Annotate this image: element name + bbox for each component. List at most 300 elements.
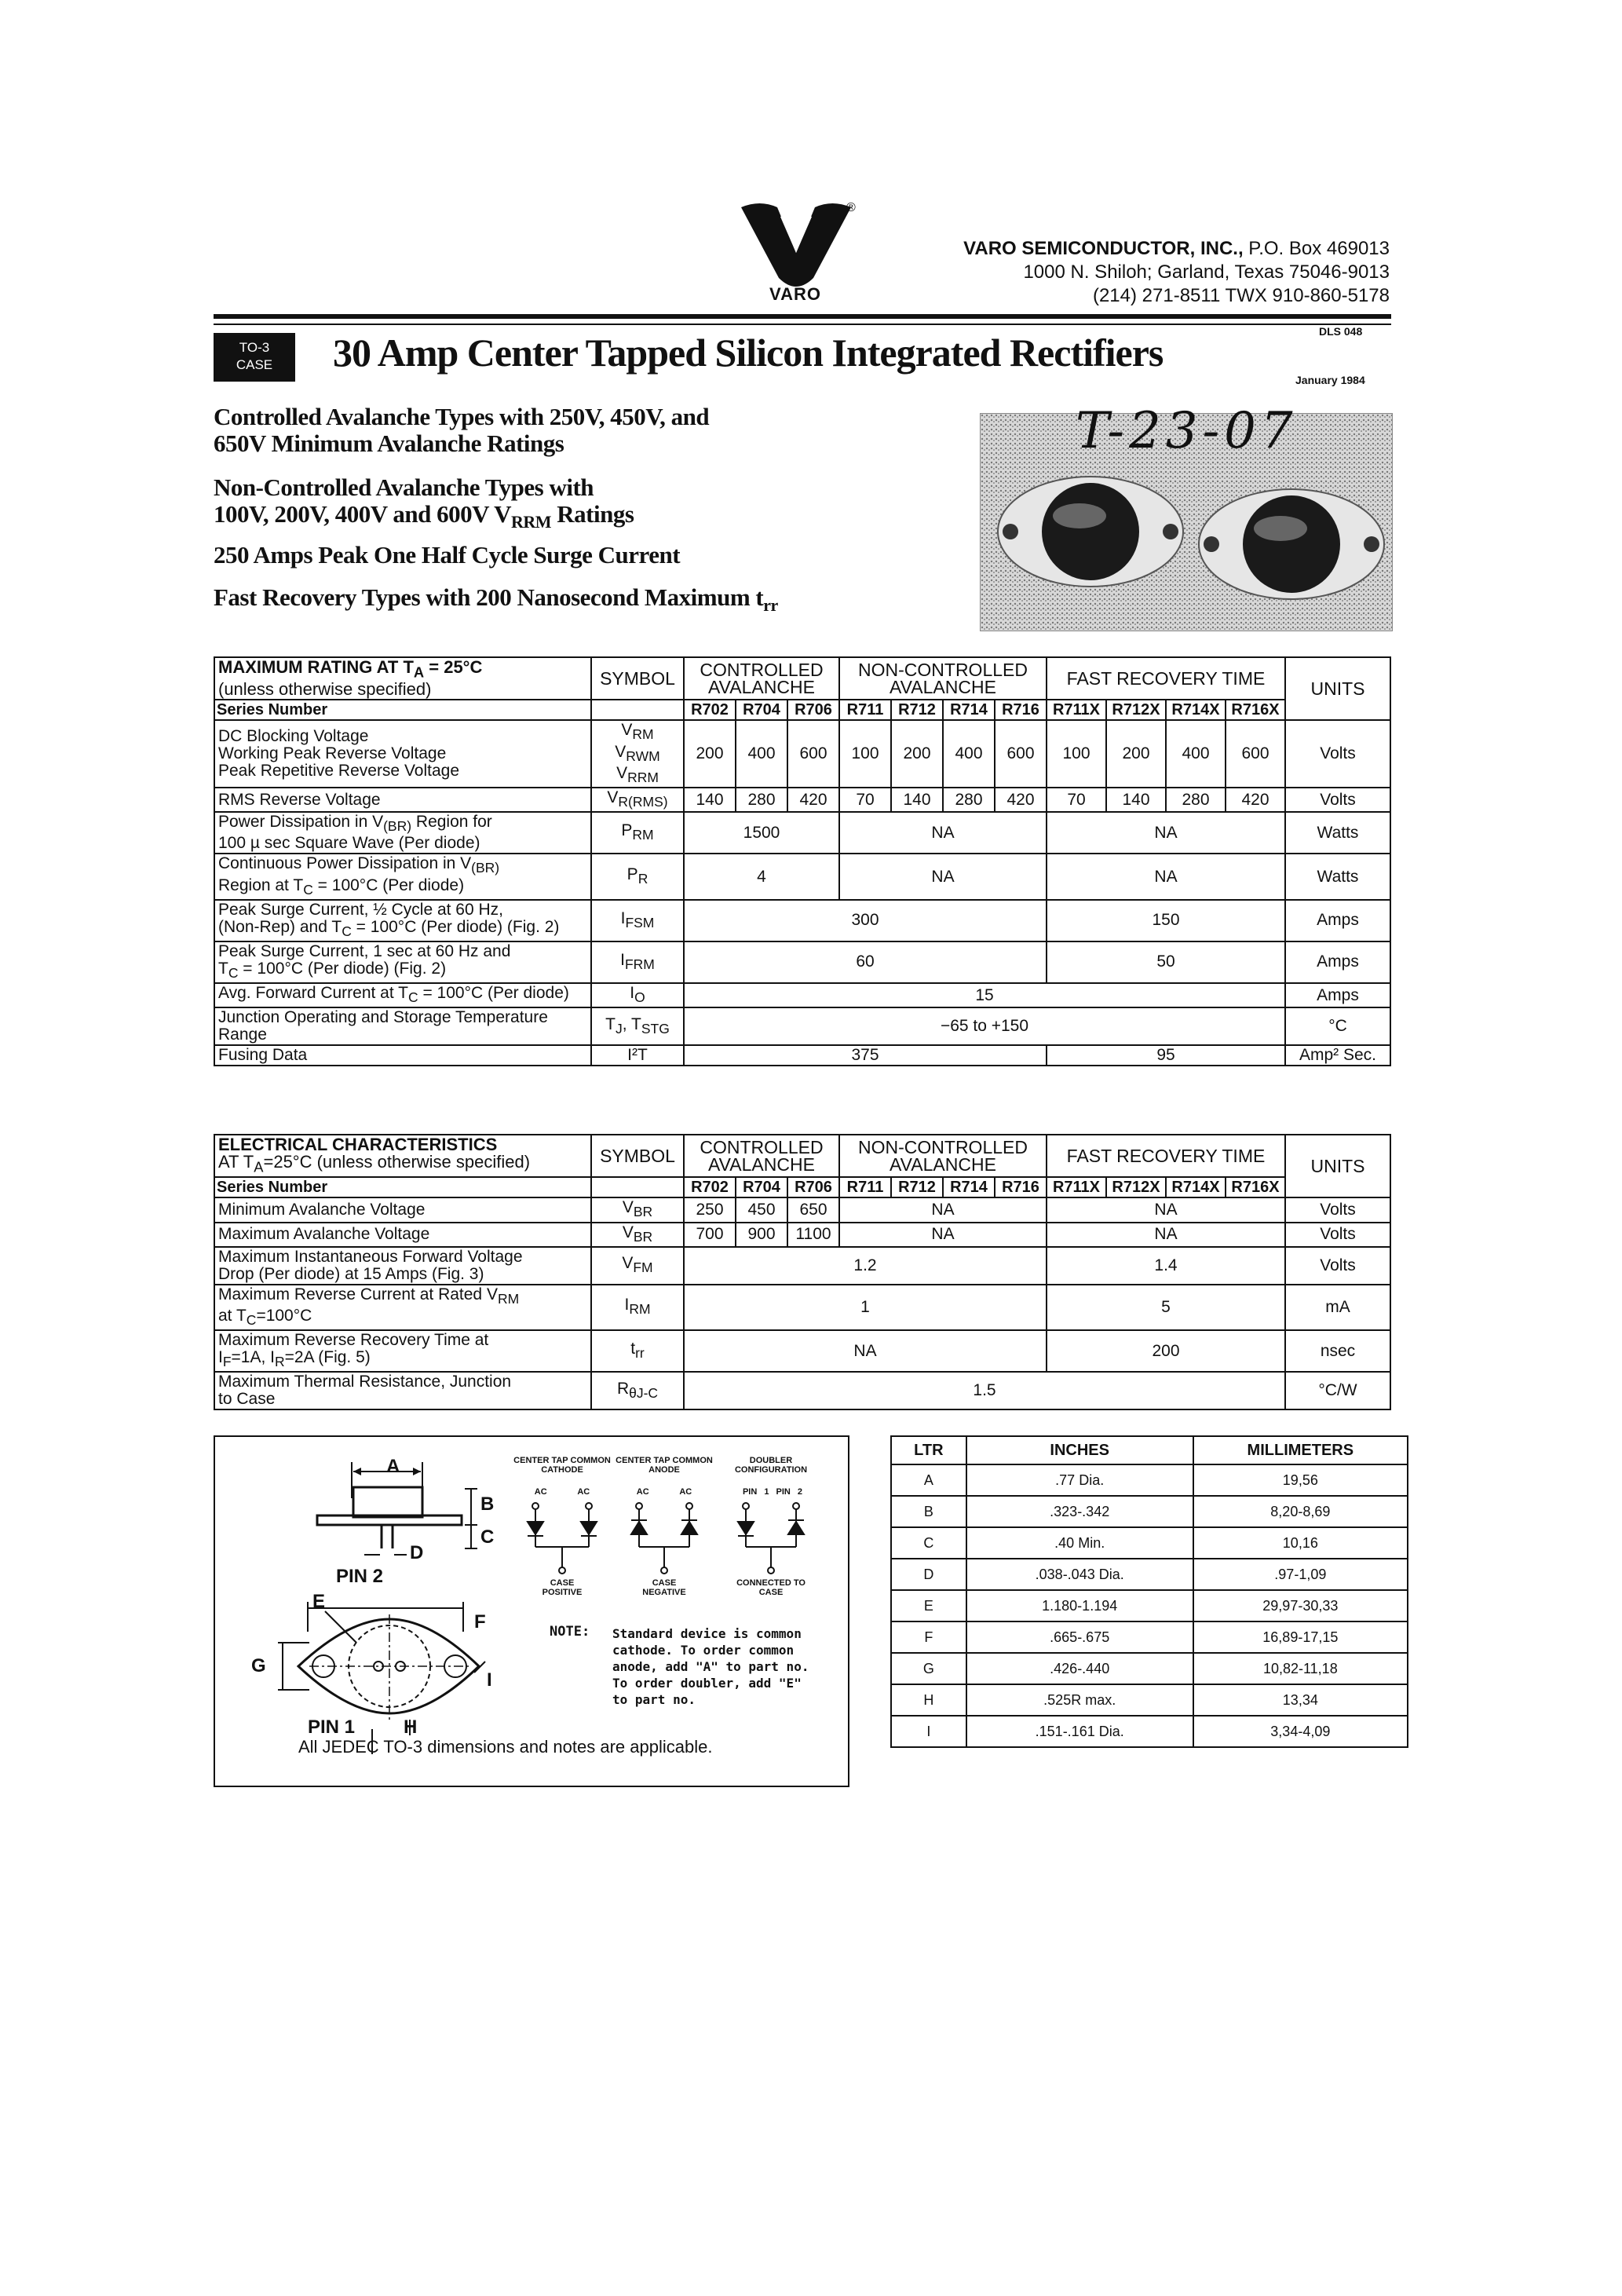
value-cell: 15 <box>684 983 1285 1007</box>
param-text: =1A, I <box>231 1348 275 1367</box>
subscript: RM <box>632 726 654 743</box>
symbol-cell <box>591 1372 684 1409</box>
param-cell <box>214 1285 591 1330</box>
param-text: I <box>218 1348 223 1367</box>
config-common-cathode-title: CENTER TAP COMMON CATHODE <box>513 1456 611 1475</box>
logo-wordmark: VARO <box>769 284 821 304</box>
series-cell: R714X <box>1166 700 1226 720</box>
param-cell <box>214 983 591 1007</box>
series-cell: R716 <box>995 700 1047 720</box>
table-row <box>891 1716 1408 1747</box>
config-connected-to-case: CONNECTED TO CASE <box>736 1578 806 1597</box>
series-label: Series Number <box>214 1177 591 1197</box>
subscript: C <box>303 881 313 898</box>
header-rule-thin <box>214 324 1391 325</box>
table-cell: .151-.161 Dia. <box>966 1716 1193 1747</box>
street-address: 1000 N. Shiloh; Garland, Texas 75046-9013 <box>1023 261 1390 283</box>
company-name: VARO SEMICONDUCTOR, INC., <box>963 238 1244 259</box>
series-cell: R714 <box>943 700 995 720</box>
table-row <box>891 1496 1408 1527</box>
table-cell: .525R max. <box>966 1684 1193 1716</box>
param-text: Avg. Forward Current at T <box>218 984 408 1003</box>
table-cell: 10,16 <box>1193 1527 1408 1559</box>
series-cell: R712X <box>1106 1177 1166 1197</box>
param-text: Drop (Per diode) at 15 Amps (Fig. 3) <box>218 1264 484 1283</box>
param-cell: Maximum Avalanche Voltage <box>214 1223 591 1247</box>
units-header: UNITS <box>1285 1135 1390 1197</box>
dimensions-table <box>890 1435 1408 1748</box>
param-cell <box>214 941 591 983</box>
dimension-label-g: G <box>251 1655 266 1676</box>
table-cell <box>591 1177 684 1197</box>
symbol-cell <box>591 788 684 812</box>
param-text: Junction Operating and Storage Temperature <box>218 1008 548 1027</box>
subscript: R(RMS) <box>618 794 668 810</box>
subscript: RRM <box>511 512 552 532</box>
dimension-label-d: D <box>410 1542 424 1563</box>
heading-note: AT T <box>218 1152 254 1172</box>
series-cell: R716 <box>995 1177 1047 1197</box>
config-common-anode-pins: AC AC <box>636 1487 692 1497</box>
subscript: FM <box>633 1260 653 1276</box>
param-text: Continuous Power Dissipation in V <box>218 854 472 873</box>
publication-date: January 1984 <box>1295 374 1365 386</box>
subscript: C <box>228 965 239 982</box>
feature-line: Ratings <box>551 500 634 528</box>
value-cell: 70 <box>839 788 891 812</box>
param-cell <box>214 1007 591 1045</box>
value-cell: NA <box>839 812 1047 854</box>
symbol-text: P <box>621 821 633 840</box>
case-badge <box>214 333 295 382</box>
table-row <box>214 1197 1390 1222</box>
value-cell: NA <box>839 1223 1047 1247</box>
note-label: NOTE: <box>550 1624 590 1640</box>
subscript: R <box>637 871 648 887</box>
param-cell <box>214 900 591 941</box>
param-text: to Case <box>218 1390 276 1409</box>
symbol-cell <box>591 1285 684 1330</box>
param-cell <box>214 1372 591 1409</box>
table-row <box>891 1464 1408 1496</box>
unit-cell: Watts <box>1285 812 1390 854</box>
subscript: FRM <box>624 956 655 973</box>
subscript: A <box>413 664 425 681</box>
value-cell: 600 <box>995 720 1047 788</box>
handwritten-part-label: T-23-07 <box>1076 402 1298 460</box>
value-cell: NA <box>1047 1197 1285 1222</box>
param-text: Maximum Thermal Resistance, Junction <box>218 1373 512 1391</box>
table-cell: 8,20-8,69 <box>1193 1496 1408 1527</box>
series-number-row <box>214 1177 1390 1197</box>
value-cell: 150 <box>1047 900 1285 941</box>
value-cell: 400 <box>1166 720 1226 788</box>
param-text: Peak Repetitive Reverse Voltage <box>218 762 460 781</box>
table-cell: .97-1,09 <box>1193 1559 1408 1590</box>
param-cell <box>214 854 591 899</box>
unit-cell: Volts <box>1285 1247 1390 1285</box>
subscript: C <box>407 989 418 1006</box>
value-cell: 95 <box>1047 1045 1285 1066</box>
registered-mark: ® <box>846 201 856 214</box>
header-rule <box>214 314 1391 319</box>
symbol-text: V <box>621 721 633 740</box>
table-header-row <box>891 1436 1408 1464</box>
value-cell: 140 <box>891 788 943 812</box>
symbol-cell <box>591 983 684 1007</box>
subscript: rr <box>763 595 778 616</box>
series-cell: R714X <box>1166 1177 1226 1197</box>
symbol-text: , T <box>622 1015 641 1033</box>
jedec-note: All JEDEC TO-3 dimensions and notes are applicable. <box>298 1737 713 1757</box>
value-cell: NA <box>839 854 1047 899</box>
subscript: RM <box>632 827 654 843</box>
param-text: = 100°C (Per diode) (Fig. 2) <box>238 959 447 978</box>
series-cell: R702 <box>684 700 736 720</box>
table-cell: .77 Dia. <box>966 1464 1193 1496</box>
symbol-text: V <box>622 1198 634 1217</box>
table-cell: D <box>891 1559 966 1590</box>
table-cell: 3,34-4,09 <box>1193 1716 1408 1747</box>
subscript: RWM <box>626 748 660 764</box>
dimension-label-a: A <box>386 1456 400 1477</box>
table-row <box>214 1285 1390 1330</box>
param-text: Peak Surge Current, 1 sec at 60 Hz and <box>218 941 511 960</box>
pin-1-label: PIN 1 <box>308 1717 356 1738</box>
series-cell: R702 <box>684 1177 736 1197</box>
value-cell: 280 <box>736 788 787 812</box>
subscript: R <box>275 1354 285 1370</box>
value-cell: 700 <box>684 1223 736 1247</box>
subscript: rr <box>635 1345 645 1362</box>
table-row <box>891 1527 1408 1559</box>
param-text: 100 µ sec Square Wave (Per diode) <box>218 834 480 853</box>
dimension-label-i: I <box>487 1669 492 1691</box>
symbol-text: I <box>630 984 635 1003</box>
symbol-text: I <box>620 909 626 927</box>
feature-surge-current: 250 Amps Peak One Half Cycle Surge Current <box>214 541 681 569</box>
unit-cell: mA <box>1285 1285 1390 1330</box>
param-text: T <box>218 959 228 978</box>
subscript: RM <box>629 1301 651 1318</box>
subscript: (BR) <box>471 860 500 876</box>
param-text: =2A (Fig. 5) <box>284 1348 371 1367</box>
table-cell: 13,34 <box>1193 1684 1408 1716</box>
series-cell: R704 <box>736 700 787 720</box>
table-cell: .323-.342 <box>966 1496 1193 1527</box>
table-row <box>891 1621 1408 1653</box>
maximum-ratings-table <box>214 656 1391 1066</box>
case-badge-line2: CASE <box>236 357 273 372</box>
param-text: Power Dissipation in V <box>218 813 384 832</box>
value-cell: 1500 <box>684 812 839 854</box>
symbol-cell <box>591 941 684 983</box>
unit-cell: Volts <box>1285 788 1390 812</box>
heading-note: (unless otherwise specified) <box>218 679 432 700</box>
group-header-non-controlled: NON-CONTROLLED AVALANCHE <box>839 1135 1047 1177</box>
symbol-cell <box>591 854 684 899</box>
value-cell: 200 <box>1047 1330 1285 1372</box>
table-row <box>214 983 1390 1007</box>
subscript: STG <box>641 1020 670 1036</box>
param-text: (Non-Rep) and T <box>218 917 342 936</box>
value-cell: 250 <box>684 1197 736 1222</box>
table-cell: 10,82-11,18 <box>1193 1653 1408 1684</box>
table-cell: G <box>891 1653 966 1684</box>
table-row <box>214 941 1390 983</box>
param-text: Range <box>218 1026 267 1044</box>
value-cell: 1.5 <box>684 1372 1285 1409</box>
symbol-text: V <box>622 1254 634 1273</box>
symbol-text: I <box>624 1296 630 1314</box>
value-cell: NA <box>1047 854 1285 899</box>
company-address-block <box>934 237 1390 308</box>
value-cell: 100 <box>1047 720 1106 788</box>
series-cell: R712 <box>891 1177 943 1197</box>
param-cell: RMS Reverse Voltage <box>214 788 591 812</box>
symbol-cell <box>591 812 684 854</box>
table-cell: 19,56 <box>1193 1464 1408 1496</box>
table-row <box>214 720 1390 788</box>
series-cell: R711 <box>839 1177 891 1197</box>
group-header-non-controlled: NON-CONTROLLED AVALANCHE <box>839 657 1047 700</box>
subscript: θJ-C <box>629 1384 659 1401</box>
table-row <box>214 1330 1390 1372</box>
value-cell: 450 <box>736 1197 787 1222</box>
heading-text: ELECTRICAL CHARACTERISTICS <box>218 1135 498 1154</box>
unit-cell: Amp² Sec. <box>1285 1045 1390 1066</box>
value-cell: 300 <box>684 900 1047 941</box>
units-header: UNITS <box>1285 657 1390 720</box>
config-case-positive: CASE POSITIVE <box>542 1578 583 1597</box>
subscript: J <box>615 1020 623 1036</box>
param-text: = 100°C (Per diode) <box>312 876 465 894</box>
value-cell: 5 <box>1047 1285 1285 1330</box>
series-number-row <box>214 700 1390 720</box>
table-cell: B <box>891 1496 966 1527</box>
subscript: (BR) <box>383 818 412 835</box>
subscript: C <box>246 1312 257 1329</box>
table-row <box>214 812 1390 854</box>
table-row <box>214 854 1390 899</box>
unit-cell: nsec <box>1285 1330 1390 1372</box>
unit-cell: °C <box>1285 1007 1390 1045</box>
value-cell: 140 <box>1106 788 1166 812</box>
table-cell: F <box>891 1621 966 1653</box>
table-header-row <box>214 657 1390 700</box>
unit-cell: Volts <box>1285 720 1390 788</box>
table-cell: .40 Min. <box>966 1527 1193 1559</box>
page-title: 30 Amp Center Tapped Silicon Integrated Rectifiers <box>333 331 1164 375</box>
feature-fast-recovery <box>214 584 778 619</box>
subscript: O <box>634 989 645 1006</box>
subscript: F <box>222 1354 232 1370</box>
feature-line: Fast Recovery Types with 200 Nanosecond Maximum t <box>214 583 764 611</box>
dimension-label-c: C <box>480 1526 495 1548</box>
dimension-label-f: F <box>474 1611 486 1632</box>
symbol-text: I <box>620 950 625 969</box>
pin-2-label: PIN 2 <box>336 1566 384 1587</box>
value-cell: 650 <box>787 1197 839 1222</box>
value-cell: 1.4 <box>1047 1247 1285 1285</box>
value-cell: NA <box>839 1197 1047 1222</box>
subscript: BR <box>633 1228 653 1245</box>
symbol-cell <box>591 1223 684 1247</box>
feature-line: Non-Controlled Avalanche Types with <box>214 473 594 501</box>
config-doubler-pins: PIN 1 PIN 2 <box>742 1487 803 1497</box>
value-cell: 420 <box>995 788 1047 812</box>
symbol-text: V <box>607 788 619 806</box>
value-cell: 420 <box>787 788 839 812</box>
value-cell: 60 <box>684 941 1047 983</box>
symbol-cell <box>591 720 684 788</box>
heading-note: =25°C (unless otherwise specified) <box>263 1152 531 1172</box>
subscript: FSM <box>625 914 655 930</box>
subscript: A <box>254 1158 264 1175</box>
value-cell: NA <box>1047 812 1285 854</box>
config-doubler-title: DOUBLER CONFIGURATION <box>734 1456 808 1475</box>
dimension-label-b: B <box>480 1493 495 1515</box>
phone-line: (214) 271-8511 TWX 910-860-5178 <box>1092 285 1390 306</box>
subscript: RM <box>497 1290 520 1307</box>
table-cell: I <box>891 1716 966 1747</box>
unit-cell: Amps <box>1285 941 1390 983</box>
series-cell: R711 <box>839 700 891 720</box>
table-cell: 29,97-30,33 <box>1193 1590 1408 1621</box>
heading-text: = 25°C <box>424 657 483 677</box>
feature-controlled-avalanche: Controlled Avalanche Types with 250V, 450V, and 650V Minimum Avalanche Ratings <box>214 403 710 457</box>
param-text: = 100°C (Per diode) (Fig. 2) <box>351 917 560 936</box>
value-cell: 4 <box>684 854 839 899</box>
table-row <box>214 1247 1390 1285</box>
value-cell: 140 <box>684 788 736 812</box>
symbol-text: T <box>605 1015 616 1033</box>
table-cell: 16,89-17,15 <box>1193 1621 1408 1653</box>
value-cell: 200 <box>684 720 736 788</box>
table-cell: C <box>891 1527 966 1559</box>
param-cell: Minimum Avalanche Voltage <box>214 1197 591 1222</box>
table-cell: .665-.675 <box>966 1621 1193 1653</box>
header-millimeters: MILLIMETERS <box>1193 1436 1408 1464</box>
table-cell: H <box>891 1684 966 1716</box>
value-cell: 1 <box>684 1285 1047 1330</box>
table-row <box>214 900 1390 941</box>
table-cell: E <box>891 1590 966 1621</box>
table-row <box>214 1007 1390 1045</box>
unit-cell: Volts <box>1285 1197 1390 1222</box>
value-cell: 1100 <box>787 1223 839 1247</box>
symbol-cell <box>591 1007 684 1045</box>
dimension-label-e: E <box>312 1591 326 1612</box>
value-cell: 1.2 <box>684 1247 1047 1285</box>
value-cell: 600 <box>1226 720 1285 788</box>
symbol-text: t <box>630 1340 636 1358</box>
param-text: Region at T <box>218 876 304 894</box>
config-case-negative: CASE NEGATIVE <box>642 1578 686 1597</box>
unit-cell: °C/W <box>1285 1372 1390 1409</box>
subscript: RRM <box>627 769 659 785</box>
case-badge-line1: TO-3 <box>239 340 270 355</box>
table-cell: .038-.043 Dia. <box>966 1559 1193 1590</box>
subscript: C <box>342 923 352 939</box>
symbol-cell: I²T <box>591 1045 684 1066</box>
symbol-cell <box>591 900 684 941</box>
group-header-fast-recovery: FAST RECOVERY TIME <box>1047 657 1285 700</box>
symbol-text: V <box>615 742 627 761</box>
param-cell <box>214 1247 591 1285</box>
header-inches: INCHES <box>966 1436 1193 1464</box>
table-cell <box>591 700 684 720</box>
dimensions-table-wrapper <box>890 1435 1408 1748</box>
table-row <box>891 1684 1408 1716</box>
table-cell: .426-.440 <box>966 1653 1193 1684</box>
feature-non-controlled <box>214 474 842 536</box>
symbol-text: R <box>616 1379 630 1398</box>
unit-cell: Watts <box>1285 854 1390 899</box>
heading-text: MAXIMUM RATING AT T <box>218 657 414 677</box>
symbol-header: SYMBOL <box>591 1135 684 1177</box>
dimension-label-h: H <box>404 1717 418 1738</box>
config-common-cathode-pins: AC AC <box>534 1487 590 1497</box>
series-cell: R706 <box>787 700 839 720</box>
symbol-header: SYMBOL <box>591 657 684 700</box>
unit-cell: Amps <box>1285 983 1390 1007</box>
param-text: at T <box>218 1306 247 1325</box>
param-text: = 100°C (Per diode) <box>418 984 569 1003</box>
symbol-text: P <box>627 865 638 883</box>
table-heading <box>214 657 591 700</box>
table-row <box>214 1372 1390 1409</box>
series-cell: R716X <box>1226 700 1285 720</box>
series-cell: R706 <box>787 1177 839 1197</box>
symbol-cell <box>591 1330 684 1372</box>
param-text: Maximum Reverse Recovery Time at <box>218 1331 489 1350</box>
param-text: Region for <box>411 813 492 832</box>
table-row <box>214 1223 1390 1247</box>
value-cell: −65 to +150 <box>684 1007 1285 1045</box>
series-cell: R711X <box>1047 1177 1106 1197</box>
table-cell: A <box>891 1464 966 1496</box>
symbol-text: V <box>622 1223 634 1241</box>
table-cell: 1.180-1.194 <box>966 1590 1193 1621</box>
value-cell: 50 <box>1047 941 1285 983</box>
value-cell: 100 <box>839 720 891 788</box>
value-cell: 900 <box>736 1223 787 1247</box>
po-box: P.O. Box 469013 <box>1248 238 1390 259</box>
value-cell: 400 <box>943 720 995 788</box>
symbol-text: V <box>616 763 628 782</box>
value-cell: 420 <box>1226 788 1285 812</box>
subscript: BR <box>633 1204 653 1220</box>
param-text: DC Blocking Voltage <box>218 727 369 746</box>
package-diagram-box <box>214 1435 849 1787</box>
table-header-row <box>214 1135 1390 1177</box>
electrical-characteristics-table <box>214 1134 1391 1410</box>
value-cell: 200 <box>1106 720 1166 788</box>
feature-line: 100V, 200V, 400V and 600V V <box>214 500 511 528</box>
config-common-anode-title: CENTER TAP COMMON ANODE <box>616 1456 713 1475</box>
table-row <box>891 1590 1408 1621</box>
table-row <box>214 788 1390 812</box>
param-text: Working Peak Reverse Voltage <box>218 744 447 763</box>
param-cell <box>214 812 591 854</box>
document-code: DLS 048 <box>1319 325 1363 338</box>
unit-cell: Amps <box>1285 900 1390 941</box>
table-heading <box>214 1135 591 1177</box>
note-text: Standard device is common cathode. To order common anode, add "A" to part no. To order doubler, add "E" to part no. <box>612 1626 809 1707</box>
symbol-cell <box>591 1197 684 1222</box>
value-cell: 280 <box>943 788 995 812</box>
